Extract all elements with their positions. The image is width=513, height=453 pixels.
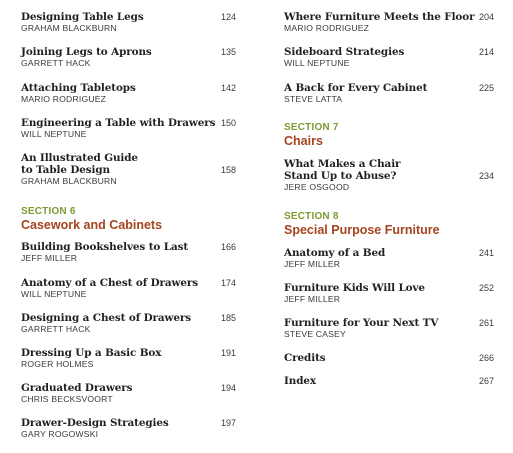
toc-entry[interactable] xyxy=(21,82,236,105)
entry-page: 225 xyxy=(478,83,494,93)
entry-author: STEVE CASEY xyxy=(284,329,346,339)
entry-page: 252 xyxy=(478,283,494,293)
entry-author: GARY ROGOWSKI xyxy=(21,429,99,439)
entry-title-line1: An Illustrated Guide xyxy=(21,152,138,164)
entry-page: 261 xyxy=(478,318,494,328)
toc-entry[interactable] xyxy=(21,347,236,370)
entry-page: 197 xyxy=(220,418,236,428)
entry-title-line1: What Makes a Chair xyxy=(284,158,401,170)
entry-page: 266 xyxy=(478,353,494,363)
entry-title: Index xyxy=(284,375,316,387)
toc-entry[interactable] xyxy=(21,382,236,405)
toc-entry[interactable] xyxy=(284,46,494,69)
entry-title-line2: to Table Design xyxy=(21,164,110,176)
section-label: SECTION 6 xyxy=(21,206,76,217)
entry-page: 166 xyxy=(220,242,236,252)
entry-page: 191 xyxy=(220,348,236,358)
entry-page: 158 xyxy=(220,165,236,175)
toc-entry[interactable] xyxy=(284,82,494,105)
section-label: SECTION 7 xyxy=(284,122,339,133)
entry-page: 135 xyxy=(220,47,236,57)
entry-title: Building Bookshelves to Last xyxy=(21,241,189,253)
toc-entry[interactable] xyxy=(284,375,494,387)
entry-author: JEFF MILLER xyxy=(284,259,341,269)
entry-author: GARRETT HACK xyxy=(21,324,91,334)
entry-title: A Back for Every Cabinet xyxy=(284,82,428,94)
entry-page: 150 xyxy=(220,118,236,128)
entry-title: Engineering a Table with Drawers xyxy=(21,117,216,129)
entry-title: Sideboard Strategies xyxy=(284,46,405,58)
section-6-header xyxy=(21,206,236,233)
entry-title: Furniture Kids Will Love xyxy=(284,282,425,294)
entry-title: Credits xyxy=(284,352,326,364)
entry-page: 124 xyxy=(220,12,236,22)
entry-page: 267 xyxy=(478,376,494,386)
entry-author: MARIO RODRIGUEZ xyxy=(21,94,107,104)
toc-entry[interactable] xyxy=(284,158,494,193)
entry-author: CHRIS BECKSVOORT xyxy=(21,394,113,404)
entry-author: WILL NEPTUNE xyxy=(21,129,87,139)
toc-entry[interactable] xyxy=(21,11,236,34)
toc-entry[interactable] xyxy=(284,352,494,364)
section-8-header xyxy=(284,211,494,238)
entry-title: Drawer-Design Strategies xyxy=(21,417,169,429)
entry-title: Dressing Up a Basic Box xyxy=(21,347,162,359)
entry-author: JEFF MILLER xyxy=(21,253,78,263)
entry-title: Anatomy of a Bed xyxy=(284,247,386,259)
toc-entry[interactable] xyxy=(21,277,236,300)
toc-entry[interactable] xyxy=(21,46,236,69)
entry-author: ROGER HOLMES xyxy=(21,359,94,369)
section-name: Chairs xyxy=(284,134,323,148)
entry-title: Where Furniture Meets the Floor xyxy=(284,11,475,23)
entry-page: 214 xyxy=(478,47,494,57)
toc-entry[interactable] xyxy=(284,247,494,270)
entry-title: Designing Table Legs xyxy=(21,11,144,23)
entry-author: MARIO RODRIGUEZ xyxy=(284,23,370,33)
section-label: SECTION 8 xyxy=(284,211,339,222)
entry-title: Furniture for Your Next TV xyxy=(284,317,439,329)
entry-page: 185 xyxy=(220,313,236,323)
entry-page: 194 xyxy=(220,383,236,393)
toc-entry[interactable] xyxy=(21,312,236,335)
toc-entry[interactable] xyxy=(284,11,494,34)
toc-entry[interactable] xyxy=(21,152,236,187)
entry-title: Anatomy of a Chest of Drawers xyxy=(21,277,199,289)
entry-page: 142 xyxy=(220,83,236,93)
entry-author: STEVE LATTA xyxy=(284,94,343,104)
entry-title: Graduated Drawers xyxy=(21,382,133,394)
section-name: Casework and Cabinets xyxy=(21,218,163,232)
entry-title: Joining Legs to Aprons xyxy=(21,46,152,58)
entry-author: GARRETT HACK xyxy=(21,58,91,68)
section-name: Special Purpose Furniture xyxy=(284,223,440,237)
entry-page: 241 xyxy=(478,248,494,258)
section-7-header xyxy=(284,122,494,149)
entry-author: GRAHAM BLACKBURN xyxy=(21,23,117,33)
entry-title: Attaching Tabletops xyxy=(21,82,136,94)
entry-page: 174 xyxy=(220,278,236,288)
entry-author: GRAHAM BLACKBURN xyxy=(21,176,117,186)
entry-page: 204 xyxy=(478,12,494,22)
entry-title-line2: Stand Up to Abuse? xyxy=(284,170,397,182)
toc-entry[interactable] xyxy=(284,317,494,340)
toc-entry[interactable] xyxy=(21,117,236,140)
entry-page: 234 xyxy=(478,171,494,181)
entry-author: WILL NEPTUNE xyxy=(284,58,350,68)
entry-author: JERE OSGOOD xyxy=(284,182,350,192)
toc-entry[interactable] xyxy=(21,417,236,440)
entry-title: Designing a Chest of Drawers xyxy=(21,312,191,324)
entry-author: WILL NEPTUNE xyxy=(21,289,87,299)
toc-entry[interactable] xyxy=(21,241,236,264)
entry-author: JEFF MILLER xyxy=(284,294,341,304)
toc-entry[interactable] xyxy=(284,282,494,305)
